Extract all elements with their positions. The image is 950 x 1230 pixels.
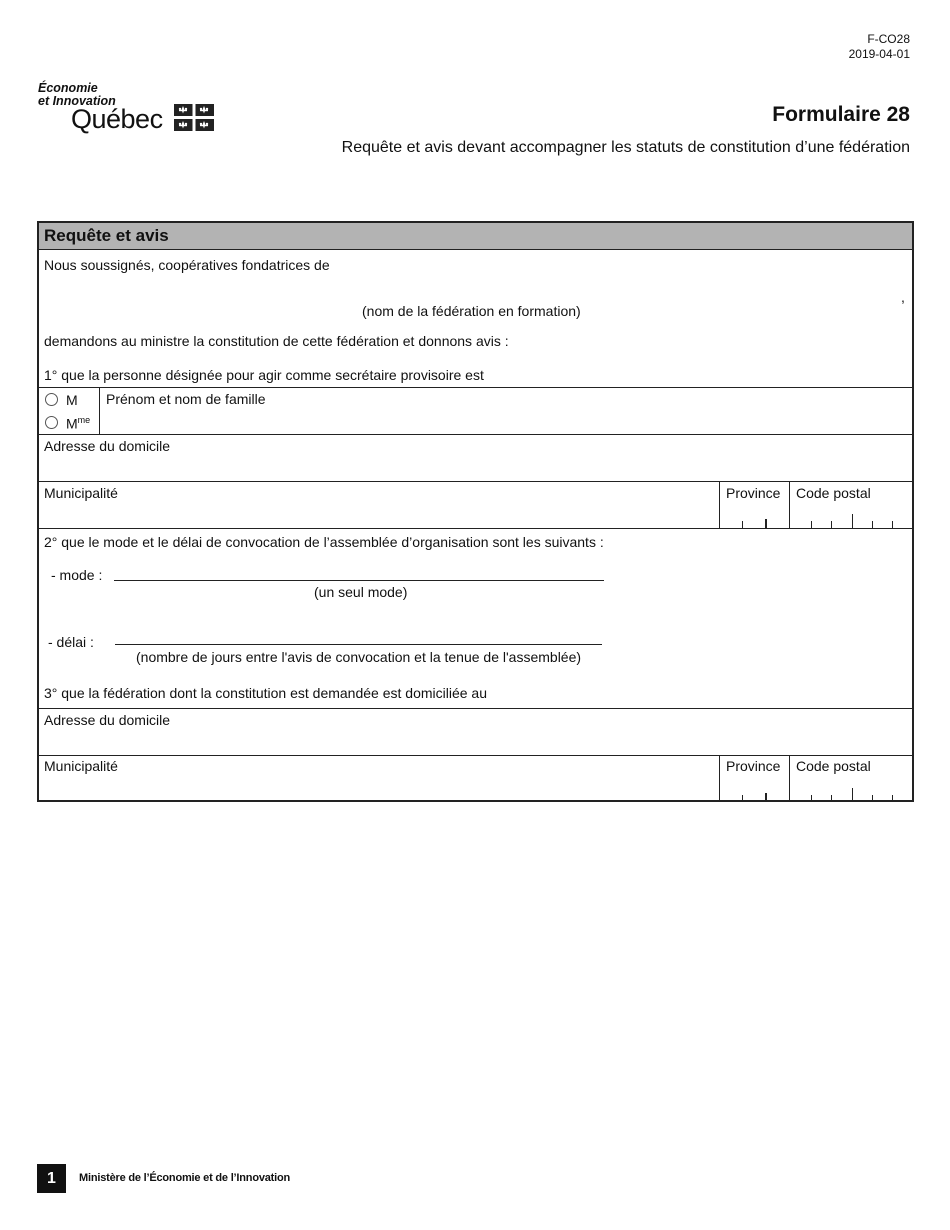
- fed-province-label: Province: [726, 758, 781, 774]
- form-title: Formulaire 28: [772, 103, 910, 126]
- form-subtitle: Requête et avis devant accompagner les statuts de constitution d’une fédération: [341, 139, 910, 156]
- form-code: F-CO28: [867, 32, 910, 46]
- name-input[interactable]: [106, 409, 896, 431]
- point-2-text: 2° que le mode et le délai de convocation de l’assemblée d’organisation sont les suivants :: [44, 534, 604, 550]
- title-mr-label: M: [66, 392, 78, 408]
- point-3-text: 3° que la fédération dont la constitution est demandée est domiciliée au: [44, 685, 487, 701]
- title-mrs-radio[interactable]: [45, 416, 58, 429]
- fed-address-input[interactable]: [44, 730, 904, 752]
- federation-name-caption: (nom de la fédération en formation): [362, 303, 581, 319]
- section-header: [39, 223, 912, 250]
- delay-input[interactable]: [115, 623, 602, 643]
- logo-line2: et Innovation: [38, 94, 116, 108]
- postal-code-label: Code postal: [796, 485, 871, 501]
- title-mrs-label: $M^{me}$: [66, 415, 91, 432]
- point-1-text: 1° que la personne désignée pour agir comme secrétaire provisoire est: [44, 367, 484, 383]
- page-number: 1: [37, 1164, 66, 1193]
- home-address-label: Adresse du domicile: [44, 438, 171, 454]
- fed-postal-code-label: Code postal: [796, 758, 871, 774]
- mode-label: - mode :: [51, 567, 103, 583]
- province-input[interactable]: [721, 505, 787, 527]
- delay-label: - délai :: [48, 634, 94, 650]
- intro-text: Nous soussignés, coopératives fondatrices de: [44, 257, 330, 273]
- municipality-input[interactable]: [44, 503, 714, 525]
- logo-line1: Économie: [38, 81, 98, 95]
- mode-caption: (un seul mode): [314, 584, 408, 600]
- form-code-block: [849, 32, 910, 62]
- federation-name-input[interactable]: [239, 275, 899, 297]
- fed-municipality-input[interactable]: [44, 776, 714, 798]
- form-date: 2019-04-01: [848, 47, 910, 61]
- delay-caption: (nombre de jours entre l'avis de convocation et la tenue de l'assemblée): [136, 649, 582, 665]
- name-label: Prénom et nom de famille: [106, 391, 266, 407]
- fed-municipality-label: Municipalité: [44, 758, 118, 774]
- mode-input[interactable]: [114, 559, 604, 579]
- postal-code-input[interactable]: [791, 505, 911, 527]
- delay-input-line: [115, 644, 602, 645]
- fleur-de-lis-flag-icon: [174, 104, 214, 131]
- section-title: Requête et avis: [44, 226, 169, 245]
- municipality-label: Municipalité: [44, 485, 118, 501]
- mode-input-line: [114, 580, 604, 581]
- fed-address-label: Adresse du domicile: [44, 712, 171, 728]
- fed-postal-code-input[interactable]: [791, 778, 911, 800]
- logo-name: Québec: [71, 104, 163, 134]
- title-mr-radio[interactable]: [45, 393, 58, 406]
- request-text: demandons au ministre la constitution de cette fédération et donnons avis :: [44, 333, 509, 349]
- trailing-comma: ,: [901, 289, 905, 305]
- request-notice-form: [37, 221, 914, 802]
- home-address-input[interactable]: [44, 456, 904, 478]
- quebec-logo: [38, 82, 228, 138]
- province-label: Province: [726, 485, 781, 501]
- ministry-footer: Ministère de l’Économie et de l’Innovation: [79, 1172, 291, 1184]
- fed-province-input[interactable]: [721, 778, 787, 800]
